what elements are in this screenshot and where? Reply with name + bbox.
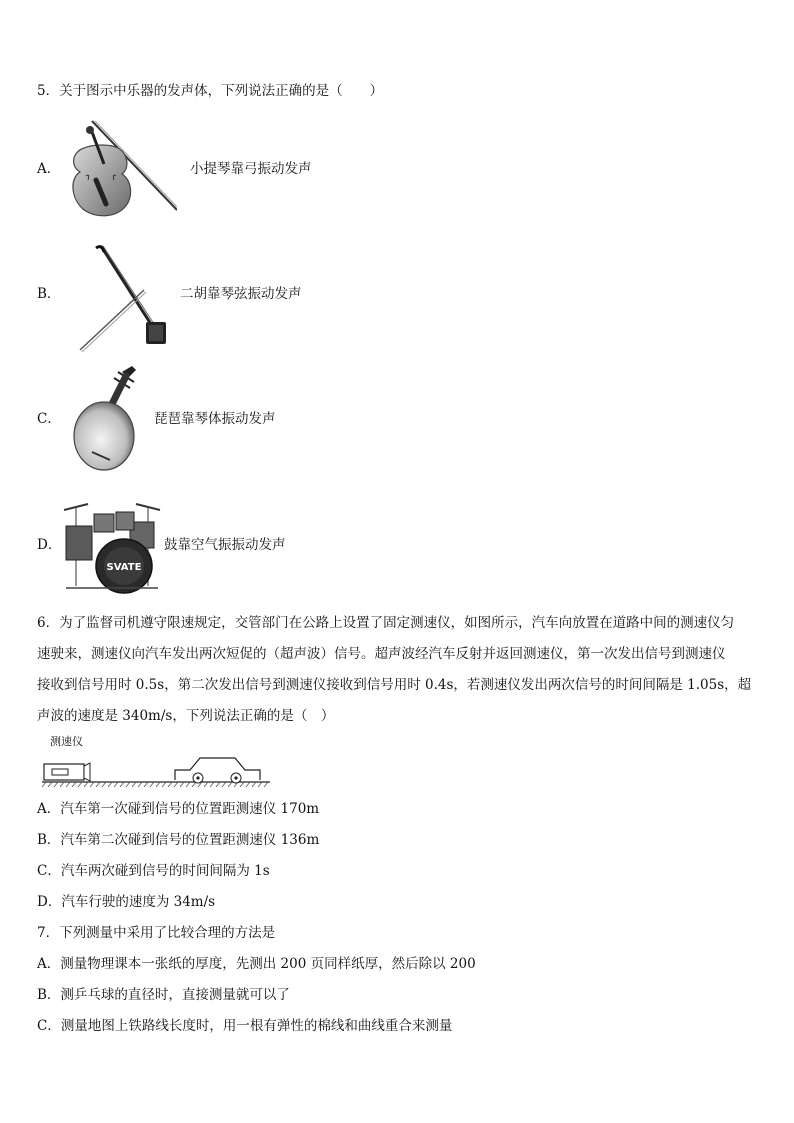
road-hatch-mark [102, 782, 106, 787]
speed-detector-device [44, 763, 90, 781]
road-hatch-mark [186, 782, 190, 787]
q6-option-c: C．汽车两次碰到信号的时间间隔为 1s [37, 863, 270, 879]
road-hatch-mark [84, 782, 88, 787]
q5-option-d-label: D． [37, 537, 62, 553]
violin-icon [62, 118, 177, 223]
q5-option-a-label: A． [37, 161, 61, 177]
road-hatch-mark [210, 782, 214, 787]
q5-option-a-text: 小提琴靠弓振动发声 [190, 161, 312, 177]
q6-option-d: D．汽车行驶的速度为 34m/s [37, 894, 216, 910]
road-hatch-mark [72, 782, 76, 787]
q5-option-c-text: 琵琶靠琴体振动发声 [154, 411, 276, 427]
road-hatch-mark [78, 782, 82, 787]
q6-stem-line-3: 接收到信号用时 0.5s，第二次发出信号到测速仪接收到信号用时 0.4s，若测速仪发出两次信号的时间间隔是 1.05s，超 [37, 677, 752, 693]
road-hatch-mark [216, 782, 220, 787]
road-hatch-mark [42, 782, 46, 787]
q6-option-b: B．汽车第二次碰到信号的位置距测速仪 136m [37, 832, 320, 848]
road-hatch-mark [264, 782, 268, 787]
road-hatch-mark [144, 782, 148, 787]
pipa-icon [70, 364, 160, 474]
car-icon [175, 758, 260, 783]
road-hatch-mark [252, 782, 256, 787]
speed-detector-diagram [40, 752, 275, 790]
road-hatch-mark [150, 782, 154, 787]
road-hatch-mark [258, 782, 262, 787]
road-hatch-mark [156, 782, 160, 787]
drum-kit-icon [62, 496, 162, 596]
q7-option-b: B．测乒乓球的直径时，直接测量就可以了 [37, 987, 290, 1003]
q5-option-b-label: B． [37, 286, 61, 302]
road-hatch-mark [108, 782, 112, 787]
road-hatch-mark [228, 782, 232, 787]
question-5-stem: 5．关于图示中乐器的发声体，下列说法正确的是（ ） [37, 83, 384, 99]
drum-logo-text: SVATE [106, 562, 142, 573]
road-hatch-mark [174, 782, 178, 787]
erhu-icon [74, 242, 174, 352]
road-hatch-mark [90, 782, 94, 787]
road-hatch-mark [114, 782, 118, 787]
road-hatch-mark [222, 782, 226, 787]
q5-option-d-text: 鼓靠空气振振动发声 [164, 537, 286, 553]
speed-detector-label: 测速仪 [50, 735, 83, 748]
q6-option-a: A．汽车第一次碰到信号的位置距测速仪 170m [37, 801, 320, 817]
road-hatch-mark [48, 782, 52, 787]
road-hatch-mark [180, 782, 184, 787]
road-hatch-mark [66, 782, 70, 787]
q6-stem-line-1: 6．为了监督司机遵守限速规定，交管部门在公路上设置了固定测速仪，如图所示，汽车向放置在道路中间的测速仪匀 [37, 615, 735, 631]
road-hatch-mark [60, 782, 64, 787]
road-hatch-mark [54, 782, 58, 787]
road-hatch-mark [240, 782, 244, 787]
road-hatch-mark [120, 782, 124, 787]
road-hatch-mark [138, 782, 142, 787]
road-hatch-mark [132, 782, 136, 787]
road-hatch-mark [246, 782, 250, 787]
road-hatch-mark [162, 782, 166, 787]
q5-option-b-text: 二胡靠琴弦振动发声 [180, 286, 302, 302]
q5-option-c-label: C． [37, 411, 61, 427]
question-7-stem: 7．下列测量中采用了比较合理的方法是 [37, 925, 276, 941]
q7-option-a: A．测量物理课本一张纸的厚度，先测出 200 页同样纸厚，然后除以 200 [37, 956, 476, 972]
road-hatch-mark [126, 782, 130, 787]
road-hatch-mark [96, 782, 100, 787]
q6-stem-line-2: 速驶来，测速仪向汽车发出两次短促的（超声波）信号。超声波经汽车反射并返回测速仪，第一次发出信号到测速仪 [37, 646, 726, 662]
road-hatch-mark [168, 782, 172, 787]
road-hatch-mark [204, 782, 208, 787]
q7-option-c: C．测量地图上铁路线长度时，用一根有弹性的棉线和曲线重合来测量 [37, 1018, 453, 1034]
q6-stem-line-4: 声波的速度是 340m/s，下列说法正确的是（ ） [37, 708, 335, 724]
